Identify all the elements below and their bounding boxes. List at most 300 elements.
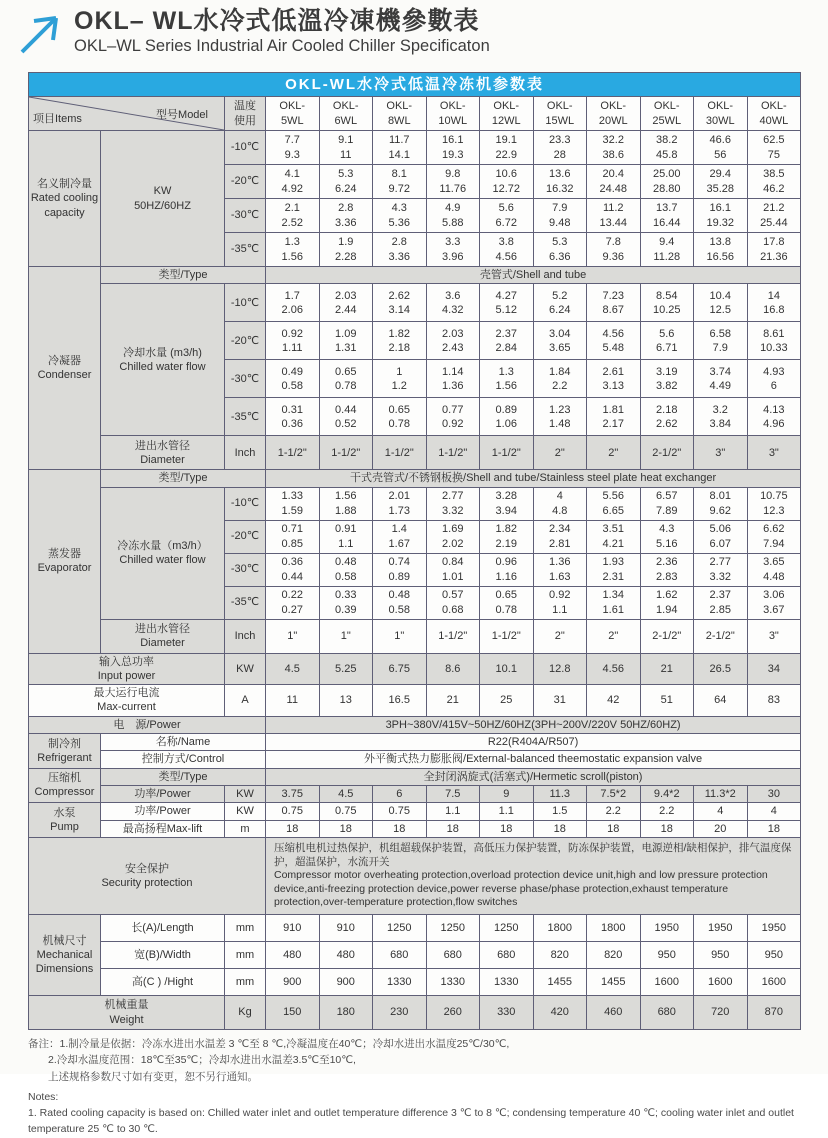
evaporator-flow-cell: 0.36 0.44: [266, 553, 320, 586]
condenser-flow-label: 冷却水量 (m3/h) Chilled water flow: [101, 284, 225, 436]
length-label: 长(A)/Length: [101, 915, 225, 942]
table-banner: OKL-WL水冷式低温冷冻机参数表: [29, 73, 801, 97]
cooling-capacity-cell: 13.8 16.56: [694, 233, 748, 267]
pump-label: 水泵 Pump: [29, 803, 101, 838]
model-header: OKL- 25WL: [640, 97, 694, 131]
pump-power-cell: 4: [694, 803, 748, 820]
pump-lift-cell: 18: [640, 820, 694, 837]
length-cell: 1950: [694, 915, 748, 942]
evaporator-flow-cell: 0.91 1.1: [319, 520, 373, 553]
note-en-1: 1. Rated cooling capacity is based on: Chilled water inlet and outlet temperature difference 3 ℃ to 8 ℃; condensing temperature 40 ℃; cooling water inlet and outlet temperature 25 ℃ to 30 ℃.: [28, 1107, 794, 1136]
evaporator-flow-cell: 3.28 3.94: [480, 487, 534, 520]
pump-power-cell: 0.75: [266, 803, 320, 820]
condenser-flow-cell: 4.13 4.96: [747, 398, 801, 436]
evaporator-diameter-cell: 1": [266, 619, 320, 653]
weight-cell: 150: [266, 996, 320, 1030]
evaporator-flow-cell: 5.56 6.65: [587, 487, 641, 520]
cooling-capacity-cell: 10.6 12.72: [480, 165, 534, 199]
width-cell: 480: [266, 942, 320, 969]
width-cell: 820: [533, 942, 587, 969]
cooling-capacity-cell: 2.1 2.52: [266, 199, 320, 233]
length-cell: 1250: [426, 915, 480, 942]
condenser-flow-cell: 8.54 10.25: [640, 284, 694, 322]
pump-power-cell: 4: [747, 803, 801, 820]
evaporator-flow-cell: 3.06 3.67: [747, 586, 801, 619]
height-cell: 900: [266, 969, 320, 996]
height-cell: 900: [319, 969, 373, 996]
page-header: [0, 0, 828, 62]
height-cell: 1455: [587, 969, 641, 996]
evaporator-diameter-cell: 3": [747, 619, 801, 653]
compressor-power-cell: 7.5: [426, 785, 480, 802]
condenser-flow-cell: 5.2 6.24: [533, 284, 587, 322]
mm-unit-label: mm: [225, 915, 266, 942]
evaporator-flow-cell: 0.57 0.68: [426, 586, 480, 619]
condenser-type-label: 类型/Type: [101, 267, 266, 284]
evaporator-flow-cell: 0.22 0.27: [266, 586, 320, 619]
evaporator-flow-cell: 4 4.8: [533, 487, 587, 520]
condenser-flow-cell: 7.23 8.67: [587, 284, 641, 322]
evaporator-diameter-cell: 2": [533, 619, 587, 653]
inch-unit-label: Inch: [225, 619, 266, 653]
compressor-power-label: 功率/Power: [101, 785, 225, 802]
weight-cell: 870: [747, 996, 801, 1030]
weight-cell: 230: [373, 996, 427, 1030]
weight-cell: 330: [480, 996, 534, 1030]
compressor-label: 压缩机 Compressor: [29, 768, 101, 803]
pump-power-cell: 2.2: [640, 803, 694, 820]
input-power-cell: 34: [747, 653, 801, 685]
input-power-cell: 6.75: [373, 653, 427, 685]
condenser-diameter-cell: 2-1/2": [640, 436, 694, 470]
kg-unit-label: Kg: [225, 996, 266, 1030]
evaporator-flow-cell: 2.77 3.32: [426, 487, 480, 520]
weight-cell: 720: [694, 996, 748, 1030]
condenser-flow-cell: 3.04 3.65: [533, 322, 587, 360]
evaporator-diameter-cell: 1": [373, 619, 427, 653]
condenser-flow-cell: 0.92 1.11: [266, 322, 320, 360]
temp-label: -20℃: [225, 165, 266, 199]
evaporator-flow-cell: 1.33 1.59: [266, 487, 320, 520]
evaporator-flow-cell: 2.34 2.81: [533, 520, 587, 553]
cooling-capacity-cell: 5.3 6.24: [319, 165, 373, 199]
input-power-label: 输入总功率 Input power: [29, 653, 225, 685]
condenser-diameter-cell: 1-1/2": [373, 436, 427, 470]
cooling-capacity-cell: 4.3 5.36: [373, 199, 427, 233]
evaporator-flow-cell: 0.92 1.1: [533, 586, 587, 619]
note-cn-2: 2.冷却水温度范围：18℃至35℃；冷却水进出水温差3.5℃至10℃,: [48, 1054, 356, 1067]
cooling-capacity-cell: 3.8 4.56: [480, 233, 534, 267]
width-cell: 680: [480, 942, 534, 969]
evaporator-diameter-label: 进出水管径 Diameter: [101, 619, 225, 653]
kw-unit-label: KW: [225, 803, 266, 820]
corner-items-label: 项目Items: [33, 112, 82, 125]
weight-cell: 460: [587, 996, 641, 1030]
cooling-capacity-cell: 5.6 6.72: [480, 199, 534, 233]
evaporator-diameter-cell: 2-1/2": [694, 619, 748, 653]
pump-lift-cell: 18: [533, 820, 587, 837]
height-cell: 1330: [426, 969, 480, 996]
condenser-flow-cell: 4.56 5.48: [587, 322, 641, 360]
evaporator-flow-cell: 1.69 2.02: [426, 520, 480, 553]
pump-lift-cell: 18: [373, 820, 427, 837]
notes-en-label: Notes:: [28, 1090, 59, 1103]
pump-lift-cell: 18: [426, 820, 480, 837]
corner-cell: [29, 97, 225, 131]
evaporator-flow-cell: 2.37 2.85: [694, 586, 748, 619]
evaporator-flow-cell: 2.77 3.32: [694, 553, 748, 586]
condenser-flow-cell: 0.89 1.06: [480, 398, 534, 436]
compressor-power-cell: 30: [747, 785, 801, 802]
evaporator-flow-cell: 0.48 0.58: [373, 586, 427, 619]
condenser-diameter-label: 进出水管径 Diameter: [101, 436, 225, 470]
condenser-flow-cell: 3.6 4.32: [426, 284, 480, 322]
temp-label: -10℃: [225, 131, 266, 165]
power-supply-label: 电 源/Power: [29, 716, 266, 733]
evaporator-flow-cell: 1.82 2.19: [480, 520, 534, 553]
evaporator-type-label: 类型/Type: [101, 470, 266, 487]
condenser-flow-cell: 0.31 0.36: [266, 398, 320, 436]
temp-label: -35℃: [225, 586, 266, 619]
max-current-cell: 13: [319, 685, 373, 717]
temp-label: -30℃: [225, 553, 266, 586]
compressor-power-cell: 3.75: [266, 785, 320, 802]
cooling-capacity-cell: 25.00 28.80: [640, 165, 694, 199]
condenser-diameter-cell: 2": [533, 436, 587, 470]
security-text-cn: 压缩机电机过热保护，机组超载保护装置，高低压力保护装置，防冻保护装置，电源逆相/缺相保护，排气温度保护，超温保护，水流开关: [274, 841, 792, 868]
temp-label: -35℃: [225, 398, 266, 436]
width-cell: 950: [694, 942, 748, 969]
condenser-flow-cell: 4.93 6: [747, 360, 801, 398]
max-current-cell: 31: [533, 685, 587, 717]
max-current-cell: 16.5: [373, 685, 427, 717]
pump-power-cell: 1.1: [480, 803, 534, 820]
cooling-capacity-cell: 13.7 16.44: [640, 199, 694, 233]
evaporator-diameter-cell: 1": [319, 619, 373, 653]
weight-cell: 180: [319, 996, 373, 1030]
input-power-cell: 10.1: [480, 653, 534, 685]
model-header: OKL- 40WL: [747, 97, 801, 131]
max-current-cell: 64: [694, 685, 748, 717]
cooling-capacity-cell: 9.1 11: [319, 131, 373, 165]
condenser-flow-cell: 1.14 1.36: [426, 360, 480, 398]
cooling-capacity-cell: 32.2 38.6: [587, 131, 641, 165]
condenser-flow-cell: 1.7 2.06: [266, 284, 320, 322]
condenser-flow-cell: 10.4 12.5: [694, 284, 748, 322]
evaporator-flow-cell: 1.62 1.94: [640, 586, 694, 619]
evaporator-type-value: 干式壳管式/不锈钢板换/Shell and tube/Stainless steel plate heat exchanger: [266, 470, 801, 487]
weight-label: 机械重量 Weight: [29, 996, 225, 1030]
note-cn-3: 上述规格参数尺寸如有变更，恕不另行通知。: [48, 1070, 258, 1083]
evaporator-flow-cell: 0.74 0.89: [373, 553, 427, 586]
power-supply-value: 3PH~380V/415V~50HZ/60HZ(3PH~200V/220V 50HZ/60HZ): [266, 716, 801, 733]
page-title-cn: OKL– WL水冷式低溫冷凍機參數表: [74, 7, 480, 35]
brand-arrow-icon: [16, 8, 68, 56]
evaporator-flow-cell: 1.56 1.88: [319, 487, 373, 520]
mm-unit-label: mm: [225, 969, 266, 996]
height-cell: 1330: [373, 969, 427, 996]
compressor-power-cell: 4.5: [319, 785, 373, 802]
refrigerant-name-label: 名称/Name: [101, 734, 266, 751]
condenser-flow-cell: 2.37 2.84: [480, 322, 534, 360]
cooling-capacity-cell: 23.3 28: [533, 131, 587, 165]
evaporator-label: 蒸发器 Evaporator: [29, 470, 101, 653]
evaporator-diameter-cell: 1-1/2": [480, 619, 534, 653]
cooling-capacity-cell: 9.4 11.28: [640, 233, 694, 267]
pump-power-cell: 2.2: [587, 803, 641, 820]
max-current-cell: 21: [426, 685, 480, 717]
length-cell: 1250: [373, 915, 427, 942]
footer-notes: [28, 1036, 814, 1138]
condenser-flow-cell: 2.62 3.14: [373, 284, 427, 322]
height-label: 高(C ) /Hight: [101, 969, 225, 996]
condenser-flow-cell: 2.03 2.43: [426, 322, 480, 360]
model-header: OKL- 20WL: [587, 97, 641, 131]
evaporator-flow-cell: 1.36 1.63: [533, 553, 587, 586]
pump-lift-cell: 20: [694, 820, 748, 837]
height-cell: 1455: [533, 969, 587, 996]
pump-lift-label: 最高扬程Max-lift: [101, 820, 225, 837]
evaporator-flow-cell: 3.51 4.21: [587, 520, 641, 553]
condenser-flow-cell: 14 16.8: [747, 284, 801, 322]
compressor-power-cell: 11.3: [533, 785, 587, 802]
condenser-diameter-cell: 1-1/2": [319, 436, 373, 470]
condenser-flow-cell: 3.19 3.82: [640, 360, 694, 398]
condenser-flow-cell: 0.44 0.52: [319, 398, 373, 436]
temp-label: -20℃: [225, 520, 266, 553]
page-title-en: OKL–WL Series Industrial Air Cooled Chiller Specificaton: [74, 36, 490, 55]
width-cell: 680: [426, 942, 480, 969]
compressor-power-cell: 9.4*2: [640, 785, 694, 802]
evaporator-flow-cell: 0.48 0.58: [319, 553, 373, 586]
model-header: OKL- 5WL: [266, 97, 320, 131]
length-cell: 1950: [640, 915, 694, 942]
cooling-capacity-cell: 19.1 22.9: [480, 131, 534, 165]
model-header: OKL- 12WL: [480, 97, 534, 131]
length-cell: 1950: [747, 915, 801, 942]
compressor-power-cell: 7.5*2: [587, 785, 641, 802]
evaporator-flow-cell: 4.3 5.16: [640, 520, 694, 553]
input-power-cell: 4.5: [266, 653, 320, 685]
width-cell: 680: [373, 942, 427, 969]
refrigerant-label: 制冷剂 Refrigerant: [29, 734, 101, 769]
cooling-capacity-cell: 16.1 19.3: [426, 131, 480, 165]
width-label: 宽(B)/Width: [101, 942, 225, 969]
cooling-capacity-cell: 13.6 16.32: [533, 165, 587, 199]
height-cell: 1600: [694, 969, 748, 996]
cooling-capacity-cell: 16.1 19.32: [694, 199, 748, 233]
model-header: OKL- 10WL: [426, 97, 480, 131]
weight-cell: 420: [533, 996, 587, 1030]
cooling-capacity-cell: 29.4 35.28: [694, 165, 748, 199]
length-cell: 1250: [480, 915, 534, 942]
security-label: 安全保护 Security protection: [29, 837, 266, 914]
model-header: OKL- 6WL: [319, 97, 373, 131]
meter-unit-label: m: [225, 820, 266, 837]
length-cell: 910: [319, 915, 373, 942]
width-cell: 950: [640, 942, 694, 969]
pump-lift-cell: 18: [266, 820, 320, 837]
kw-unit-label: KW: [225, 653, 266, 685]
evaporator-flow-cell: 1.93 2.31: [587, 553, 641, 586]
cooling-capacity-cell: 17.8 21.36: [747, 233, 801, 267]
pump-lift-cell: 18: [747, 820, 801, 837]
refrigerant-control-value: 外平衡式热力膨胀阀/External-balanced theemostatic expansion valve: [266, 751, 801, 768]
temp-label: -10℃: [225, 487, 266, 520]
length-cell: 1800: [533, 915, 587, 942]
width-cell: 950: [747, 942, 801, 969]
evaporator-flow-cell: 8.01 9.62: [694, 487, 748, 520]
max-current-cell: 83: [747, 685, 801, 717]
cooling-capacity-cell: 11.2 13.44: [587, 199, 641, 233]
security-content: [266, 837, 801, 914]
evaporator-flow-cell: 2.01 1.73: [373, 487, 427, 520]
cooling-capacity-cell: 7.8 9.36: [587, 233, 641, 267]
width-cell: 820: [587, 942, 641, 969]
input-power-cell: 4.56: [587, 653, 641, 685]
cooling-capacity-cell: 1.3 1.56: [266, 233, 320, 267]
cooling-capacity-cell: 20.4 24.48: [587, 165, 641, 199]
evaporator-flow-cell: 2.36 2.83: [640, 553, 694, 586]
input-power-cell: 26.5: [694, 653, 748, 685]
condenser-flow-cell: 0.65 0.78: [373, 398, 427, 436]
cooling-capacity-cell: 2.8 3.36: [373, 233, 427, 267]
evaporator-flow-cell: 5.06 6.07: [694, 520, 748, 553]
condenser-diameter-cell: 3": [747, 436, 801, 470]
length-cell: 1800: [587, 915, 641, 942]
condenser-diameter-cell: 1-1/2": [426, 436, 480, 470]
evaporator-flow-cell: 0.71 0.85: [266, 520, 320, 553]
evaporator-flow-cell: 3.65 4.48: [747, 553, 801, 586]
condenser-diameter-cell: 2": [587, 436, 641, 470]
condenser-flow-cell: 1 1.2: [373, 360, 427, 398]
inch-unit-label: Inch: [225, 436, 266, 470]
condenser-flow-cell: 1.82 2.18: [373, 322, 427, 360]
condenser-label: 冷凝器 Condenser: [29, 267, 101, 470]
condenser-flow-cell: 6.58 7.9: [694, 322, 748, 360]
evaporator-flow-cell: 0.96 1.16: [480, 553, 534, 586]
max-current-cell: 51: [640, 685, 694, 717]
evaporator-flow-cell: 1.34 1.61: [587, 586, 641, 619]
evaporator-flow-cell: 0.84 1.01: [426, 553, 480, 586]
condenser-flow-cell: 3.74 4.49: [694, 360, 748, 398]
condenser-flow-cell: 2.18 2.62: [640, 398, 694, 436]
condenser-flow-cell: 4.27 5.12: [480, 284, 534, 322]
cooling-capacity-cell: 4.1 4.92: [266, 165, 320, 199]
condenser-diameter-cell: 1-1/2": [480, 436, 534, 470]
pump-power-label: 功率/Power: [101, 803, 225, 820]
condenser-flow-cell: 0.49 0.58: [266, 360, 320, 398]
weight-cell: 680: [640, 996, 694, 1030]
kw-unit-label: KW: [225, 785, 266, 802]
max-current-cell: 25: [480, 685, 534, 717]
pump-lift-cell: 18: [480, 820, 534, 837]
pump-power-cell: 1.1: [426, 803, 480, 820]
evaporator-flow-cell: 6.57 7.89: [640, 487, 694, 520]
cooling-capacity-cell: 7.7 9.3: [266, 131, 320, 165]
max-current-cell: 11: [266, 685, 320, 717]
cooling-capacity-label: 名义制冷量 Rated cooling capacity: [29, 131, 101, 267]
cooling-capacity-cell: 46.6 56: [694, 131, 748, 165]
refrigerant-control-label: 控制方式/Control: [101, 751, 266, 768]
compressor-power-cell: 11.3*2: [694, 785, 748, 802]
dimensions-label: 机械尺寸 Mechanical Dimensions: [29, 915, 101, 996]
condenser-flow-cell: 2.03 2.44: [319, 284, 373, 322]
note-cn-1: 备注：1.制冷量是依据：冷冻水进出水温差 3 ℃至 8 ℃,冷凝温度在40℃；冷却水进出水温度25℃/30℃,: [28, 1038, 510, 1051]
mm-unit-label: mm: [225, 942, 266, 969]
cooling-capacity-cell: 38.5 46.2: [747, 165, 801, 199]
ampere-unit-label: A: [225, 685, 266, 717]
height-cell: 1600: [640, 969, 694, 996]
height-cell: 1330: [480, 969, 534, 996]
temp-usage-header: 温度 使用: [225, 97, 266, 131]
evaporator-flow-cell: 0.33 0.39: [319, 586, 373, 619]
cooling-capacity-cell: 11.7 14.1: [373, 131, 427, 165]
condenser-flow-cell: 3.2 3.84: [694, 398, 748, 436]
input-power-cell: 21: [640, 653, 694, 685]
compressor-type-label: 类型/Type: [101, 768, 266, 785]
cooling-capacity-cell: 7.9 9.48: [533, 199, 587, 233]
temp-label: -30℃: [225, 360, 266, 398]
security-text-en: Compressor motor overheating protection,overload protection device unit,high and low pressure protection device,anti-freezing protection device,power reverse phase/phase protection,exhaust temperature protection,over-temperature protection,flow switches: [274, 869, 768, 909]
corner-model-label: 型号Model: [156, 109, 208, 121]
weight-cell: 260: [426, 996, 480, 1030]
model-header: OKL- 15WL: [533, 97, 587, 131]
temp-label: -35℃: [225, 233, 266, 267]
height-cell: 1600: [747, 969, 801, 996]
temp-label: -10℃: [225, 284, 266, 322]
cooling-capacity-cell: 1.9 2.28: [319, 233, 373, 267]
evaporator-diameter-cell: 2-1/2": [640, 619, 694, 653]
input-power-cell: 8.6: [426, 653, 480, 685]
input-power-cell: 5.25: [319, 653, 373, 685]
max-current-cell: 42: [587, 685, 641, 717]
condenser-flow-cell: 1.81 2.17: [587, 398, 641, 436]
condenser-flow-cell: 0.65 0.78: [319, 360, 373, 398]
length-cell: 910: [266, 915, 320, 942]
cooling-capacity-cell: 21.2 25.44: [747, 199, 801, 233]
compressor-power-cell: 9: [480, 785, 534, 802]
evaporator-diameter-cell: 1-1/2": [426, 619, 480, 653]
condenser-flow-cell: 0.77 0.92: [426, 398, 480, 436]
evaporator-flow-cell: 1.4 1.67: [373, 520, 427, 553]
refrigerant-name-value: R22(R404A/R507): [266, 734, 801, 751]
cooling-capacity-cell: 62.5 75: [747, 131, 801, 165]
condenser-flow-cell: 1.3 1.56: [480, 360, 534, 398]
input-power-cell: 12.8: [533, 653, 587, 685]
model-header: OKL- 30WL: [694, 97, 748, 131]
model-header: OKL- 8WL: [373, 97, 427, 131]
max-current-label: 最大运行电流 Max-current: [29, 685, 225, 717]
compressor-type-value: 全封闭涡旋式(活塞式)/Hermetic scroll(piston): [266, 768, 801, 785]
condenser-flow-cell: 1.09 1.31: [319, 322, 373, 360]
cooling-capacity-cell: 2.8 3.36: [319, 199, 373, 233]
condenser-diameter-cell: 3": [694, 436, 748, 470]
cooling-capacity-cell: 9.8 11.76: [426, 165, 480, 199]
pump-lift-cell: 18: [587, 820, 641, 837]
condenser-flow-cell: 8.61 10.33: [747, 322, 801, 360]
condenser-diameter-cell: 1-1/2": [266, 436, 320, 470]
evaporator-flow-cell: 0.65 0.78: [480, 586, 534, 619]
title-block: [74, 8, 490, 56]
evaporator-diameter-cell: 2": [587, 619, 641, 653]
pump-lift-cell: 18: [319, 820, 373, 837]
cooling-capacity-cell: 5.3 6.36: [533, 233, 587, 267]
cooling-capacity-cell: 3.3 3.96: [426, 233, 480, 267]
cooling-unit-label: KW 50HZ/60HZ: [101, 131, 225, 267]
spec-table: [28, 72, 801, 1030]
compressor-power-cell: 6: [373, 785, 427, 802]
